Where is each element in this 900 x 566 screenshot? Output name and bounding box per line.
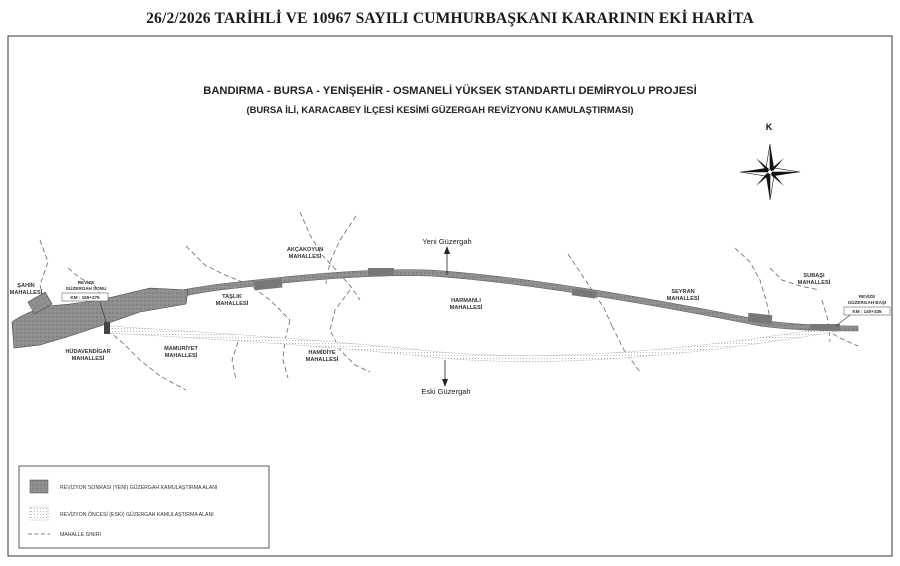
- revision-start-line2: GÜZERGAH BAŞI: [847, 300, 887, 305]
- svg-text:MAHALLESİ: MAHALLESİ: [305, 357, 339, 363]
- revision-start-callout: [836, 293, 890, 326]
- revision-end-km: KM : 155+279: [70, 295, 100, 300]
- north-arrow-icon: [740, 144, 800, 200]
- legend-swatch-old-route: [30, 507, 48, 520]
- neighborhood-label-seyran: [667, 289, 700, 302]
- svg-text:MAMURİYET: MAMURİYET: [164, 346, 198, 352]
- legend-label-new-route: REVİZYON SONRASI (YENİ) GÜZERGAH KAMULAŞTIRMA ALANI: [60, 485, 218, 491]
- svg-text:HARMANLI: HARMANLI: [451, 298, 481, 304]
- svg-text:TAŞLIK: TAŞLIK: [222, 294, 242, 300]
- neighborhood-label-sahin: [10, 282, 43, 296]
- old-route-area: [108, 326, 840, 362]
- neighborhood-label-hamidiye: [306, 349, 339, 363]
- svg-text:MAHALLESİ: MAHALLESİ: [215, 301, 249, 307]
- neighborhood-label-mamuriyet: [164, 345, 198, 359]
- svg-text:MAHALLESİ: MAHALLESİ: [9, 290, 43, 296]
- svg-text:HAMİDİYE: HAMİDİYE: [308, 350, 336, 356]
- svg-text:AKÇAKOYUN: AKÇAKOYUN: [286, 247, 324, 253]
- svg-text:MAHALLESİ: MAHALLESİ: [797, 280, 831, 286]
- svg-text:SEYRAN: SEYRAN: [671, 289, 695, 295]
- legend-swatch-new-route: [30, 480, 48, 493]
- neighborhood-label-subasi: [798, 273, 831, 286]
- neighborhood-label-akcakoyun: [287, 247, 323, 260]
- svg-text:MAHALLESİ: MAHALLESİ: [666, 296, 700, 302]
- new-route-parcel: [368, 268, 394, 276]
- neighborhood-label-hudavendigar: [65, 348, 110, 362]
- svg-text:ŞAHİN: ŞAHİN: [17, 283, 35, 289]
- svg-text:HÜDAVENDİGAR: HÜDAVENDİGAR: [65, 349, 111, 355]
- svg-text:MAHALLESİ: MAHALLESİ: [449, 305, 483, 311]
- neighborhood-label-taslik: [216, 294, 249, 307]
- document-title: 26/2/2026 TARİHLİ VE 10967 SAYILI CUMHURBAŞKANI KARARININ EKİ HARİTA: [146, 10, 754, 27]
- north-label: K: [765, 122, 773, 132]
- new-route-parcel: [810, 324, 840, 330]
- svg-text:MAHALLESİ: MAHALLESİ: [71, 356, 105, 362]
- revision-end-line1: REVİZE: [77, 280, 95, 285]
- svg-text:SUBAŞI: SUBAŞI: [803, 273, 825, 279]
- project-title: BANDIRMA - BURSA - YENİŞEHİR - OSMANELİ YÜKSEK STANDARTLI DEMİRYOLU PROJESİ: [203, 85, 697, 97]
- revision-start-km: KM : 140+335: [852, 309, 882, 314]
- old-route-arrow-icon: [442, 360, 448, 387]
- svg-text:MAHALLESİ: MAHALLESİ: [288, 254, 322, 260]
- new-route-arrow-icon: [444, 246, 450, 275]
- project-subtitle: (BURSA İLİ, KARACABEY İLÇESİ KESİMİ GÜZERGAH REVİZYONU KAMULAŞTIRMASI): [246, 104, 634, 115]
- neighborhood-label-harmanli: [450, 298, 483, 311]
- revision-end-line2: GÜZERGAH SONU: [65, 286, 107, 291]
- revision-start-line1: REVİZE: [858, 294, 876, 299]
- legend: [19, 466, 269, 548]
- legend-label-old-route: REVİZYON ÖNCESİ (ESKİ) GÜZERGAH KAMULAŞTIRMA ALANI: [60, 512, 214, 518]
- old-route-label: Eski Güzergah: [421, 387, 471, 396]
- svg-text:MAHALLESİ: MAHALLESİ: [164, 353, 198, 359]
- legend-label-boundary: MAHALLE SINIRI: [60, 532, 101, 538]
- legend-box: [19, 466, 269, 548]
- new-route-label: Yeni Güzergah: [422, 237, 472, 246]
